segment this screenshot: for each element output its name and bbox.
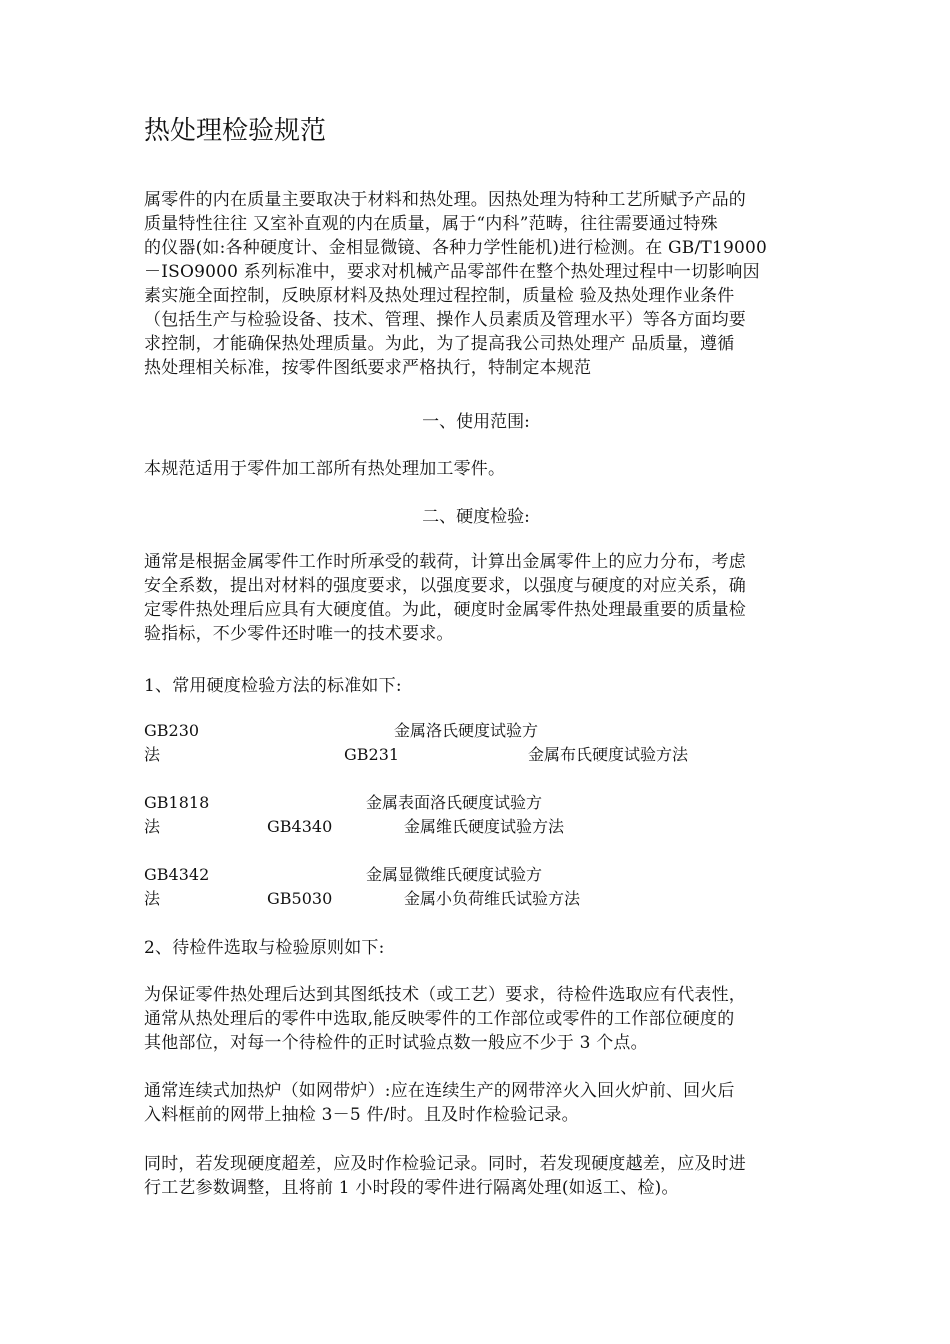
- section-2-line: 安全系数，提出对材料的强度要求，以强度要求，以强度与硬度的对应关系，确: [144, 576, 746, 596]
- section-2-heading: 二、硬度检验:: [422, 507, 530, 527]
- intro-paragraph: [144, 188, 808, 380]
- standard-code: GB231: [344, 745, 400, 764]
- section-2-line: 定零件热处理后应具有大硬度值。为此，硬度时金属零件热处理最重要的质量检: [144, 600, 746, 620]
- standard-row: [144, 719, 808, 767]
- intro-line: （包括生产与检验设备、技术、管理、操作人员素质及管理水平）等各方面均要: [144, 310, 746, 330]
- standard-code: GB4342: [144, 865, 210, 884]
- item-2-paragraph-2: [144, 1079, 808, 1127]
- standard-name: 金属显微维氏硬度试验方: [366, 865, 543, 884]
- item-2-line: 通常从热处理后的零件中选取,能反映零件的工作部位或零件的工作部位硬度的: [144, 1009, 735, 1029]
- standard-name-cont: 法: [144, 745, 161, 764]
- document-title: 热处理检验规范: [144, 116, 327, 146]
- intro-line: 属零件的内在质量主要取决于材料和热处理。因热处理为特种工艺所赋予产品的: [144, 190, 746, 210]
- standard-code: GB5030: [267, 889, 333, 908]
- intro-line: 素实施全面控制，反映原材料及热处理过程控制，质量检 验及热处理作业条件: [144, 286, 735, 306]
- section-2-line: 验指标，不少零件还时唯一的技术要求。: [144, 624, 454, 644]
- item-2-line: 同时，若发现硬度超差，应及时作检验记录。同时，若发现硬度越差，应及时进: [144, 1154, 746, 1174]
- item-2-label-text: 2、待检件选取与检验原则如下:: [144, 938, 385, 958]
- item-2-paragraph-3: [144, 1152, 808, 1200]
- standard-name-cont: 法: [144, 817, 161, 836]
- item-2-paragraph-1: [144, 983, 808, 1055]
- section-2-paragraph: [144, 550, 808, 646]
- item-2-line: 其他部位，对每一个待检件的正时试验点数一般应不少于 3 个点。: [144, 1033, 648, 1053]
- item-2-line: 入料框前的网带上抽检 3－5 件/时。且及时作检验记录。: [144, 1105, 579, 1125]
- standard-name: 金属维氏硬度试验方法: [404, 817, 565, 836]
- standard-row: [144, 791, 808, 839]
- item-2-label: [144, 936, 808, 960]
- section-1-line: 本规范适用于零件加工部所有热处理加工零件。: [144, 459, 506, 479]
- standard-row: [144, 863, 808, 911]
- item-2-line: 为保证零件热处理后达到其图纸技术（或工艺）要求，待检件选取应有代表性，: [144, 985, 746, 1005]
- intro-line: 热处理相关标准，按零件图纸要求严格执行，特制定本规范: [144, 358, 592, 378]
- standard-name: 金属表面洛氏硬度试验方: [366, 793, 543, 812]
- intro-line: 的仪器(如:各种硬度计、金相显微镜、各种力学性能机)进行检测。在 GB/T19000: [144, 238, 768, 258]
- standard-code: GB4340: [267, 817, 333, 836]
- standard-name-cont: 法: [144, 889, 161, 908]
- section-2-line: 通常是根据金属零件工作时所承受的载荷，计算出金属零件上的应力分布，考虑: [144, 552, 746, 572]
- intro-line: 质量特性往往 又室补直观的内在质量，属于“内科”范畴，往往需要通过特殊: [144, 214, 718, 234]
- item-2-line: 行工艺参数调整，且将前 1 小时段的零件进行隔离处理(如返工、检)。: [144, 1178, 679, 1198]
- intro-line: －ISO9000 系列标准中，要求对机械产品零部件在整个热处理过程中一切影响因: [144, 262, 760, 282]
- standard-name: 金属小负荷维氏试验方法: [404, 889, 581, 908]
- intro-line: 求控制，才能确保热处理质量。为此，为了提高我公司热处理产 品质量，遵循: [144, 334, 735, 354]
- item-2-line: 通常连续式加热炉（如网带炉）:应在连续生产的网带淬火入回火炉前、回火后: [144, 1081, 735, 1101]
- standard-code: GB230: [144, 721, 200, 740]
- item-1-label-text: 1、常用硬度检验方法的标准如下:: [144, 676, 402, 696]
- standard-code: GB1818: [144, 793, 210, 812]
- standard-name: 金属布氏硬度试验方法: [528, 745, 689, 764]
- section-1-text: [144, 457, 808, 481]
- standard-name: 金属洛氏硬度试验方: [394, 721, 539, 740]
- item-1-label: [144, 674, 808, 698]
- section-1-heading: 一、使用范围:: [422, 412, 530, 432]
